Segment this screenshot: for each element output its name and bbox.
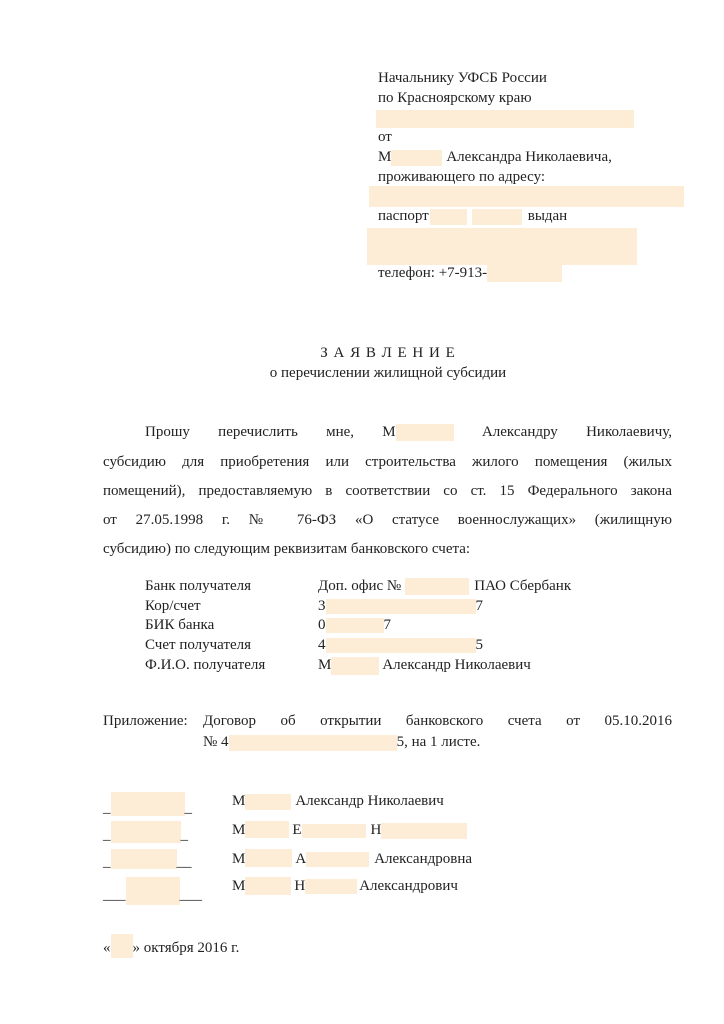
redaction [111, 821, 181, 843]
redaction [381, 823, 467, 839]
phone-line [378, 264, 562, 283]
account-label: Счет получателя [145, 637, 252, 653]
corr-account-value: 3 7 [318, 598, 483, 614]
body-line-2: субсидию для приобретения или строительства жилого помещения (жилых [103, 454, 672, 470]
redaction [331, 657, 379, 675]
redaction [376, 110, 634, 128]
passport-line [378, 207, 567, 226]
bik-label: БИК банка [145, 617, 215, 633]
attachment-line-1: Договор об открытии банковского счета от 05.10.2016 [203, 713, 672, 729]
body-line-1: Прошу перечислить мне, М Александру Николаевичу, [145, 424, 672, 440]
bik-value: 0 7 [318, 617, 391, 633]
address-label: проживающего по адресу: [378, 169, 546, 185]
passport-issued: выдан [527, 208, 568, 224]
redaction [111, 792, 185, 816]
redaction [229, 735, 397, 751]
redaction [391, 150, 442, 166]
redaction [245, 877, 291, 895]
redaction [306, 852, 369, 867]
body-line-4: от 27.05.1998 г. № 76-ФЗ «О статусе военнослужащих» (жилищную [103, 512, 672, 528]
redaction [302, 824, 366, 838]
document-subtitle: о перечислении жилищной субсидии [269, 365, 507, 381]
redaction [245, 821, 289, 838]
corr-account-label: Кор/счет [145, 598, 201, 614]
passport-label: паспорт [378, 208, 429, 224]
attachment-label: Приложение: [103, 713, 188, 729]
redaction [472, 209, 522, 225]
signature-line: _ _ [103, 821, 188, 845]
redaction [405, 578, 469, 595]
signatory-2: М Е Н [232, 821, 467, 840]
bank-value: Доп. офис № ПАО Сбербанк [318, 578, 572, 594]
document-title: З А Я В Л Е Н И Е [320, 345, 456, 361]
redaction [487, 265, 562, 282]
redaction [396, 424, 454, 441]
redaction [111, 849, 177, 869]
attachment-line-2: № 4 5, на 1 листе. [203, 734, 481, 750]
addressee-line-1: Начальнику УФСБ России [378, 70, 547, 86]
account-value: 4 5 [318, 637, 483, 653]
redaction [326, 618, 384, 633]
signatory-1: М Александр Николаевич [232, 793, 444, 809]
signature-line: _ _ [103, 792, 192, 818]
signature-line: _ __ [103, 849, 192, 872]
redaction [326, 638, 476, 653]
addressee-line-2: по Красноярскому краю [378, 90, 532, 106]
recipient-name-value: М Александр Николаевич [318, 657, 531, 673]
from-name [378, 148, 612, 167]
body-line-5: субсидию) по следующим реквизитам банковского счета: [103, 541, 471, 557]
redaction [326, 599, 476, 614]
signature-line: ___ ___ [103, 877, 202, 905]
from-name-text: Александра Николаевича, [446, 149, 612, 165]
from-initial: М [378, 149, 392, 165]
recipient-name-label: Ф.И.О. получателя [145, 657, 266, 673]
redaction [126, 877, 180, 905]
redaction [430, 209, 467, 225]
from-label: от [378, 129, 392, 145]
signatory-3: М А Александровна [232, 851, 473, 867]
body-line-3: помещений), предоставляемую в соответствии со ст. 15 Федерального закона [103, 483, 672, 499]
redaction [305, 879, 357, 894]
redaction [245, 794, 291, 810]
redaction [245, 849, 292, 867]
redaction [369, 186, 684, 207]
redaction [111, 934, 133, 958]
date-line: « » октября 2016 г. [103, 934, 239, 958]
redaction [367, 228, 637, 265]
phone-label: телефон: +7-913- [378, 265, 488, 281]
bank-label: Банк получателя [145, 578, 252, 594]
signatory-4: М Н Александрович [232, 878, 458, 894]
